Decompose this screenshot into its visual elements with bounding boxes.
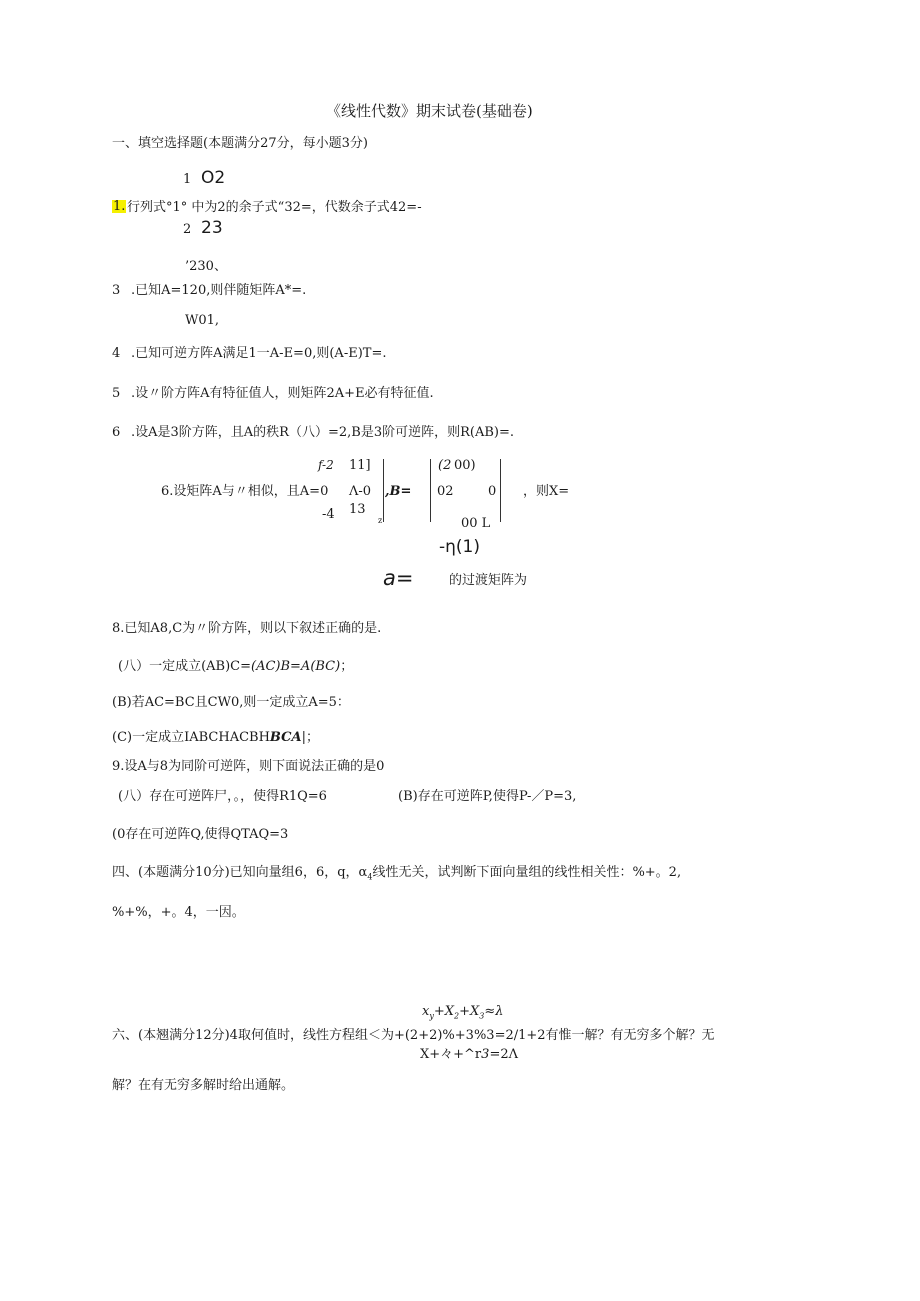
section6-eq-top-sub3: 3 (479, 1011, 485, 1021)
q1-matrix-bottom-left: 2 (183, 222, 192, 237)
q8-opt-a-formula: (AC)B=A(BC) (251, 659, 341, 674)
section6-eq-top-x: x (422, 1004, 430, 1019)
section6-eq-top-end: ≈λ (484, 1004, 504, 1019)
q3-matrix-line3: W01, (185, 313, 220, 328)
section6-eq-bottom-c: =2Λ (489, 1047, 518, 1062)
q8-option-c (112, 731, 319, 744)
section6-line2: 解？在有无穷多解时给出通解。 (112, 1078, 295, 1093)
q6b-b-r3: 00 L (461, 516, 491, 531)
q6b-prefix: 6.设矩阵A与〃相似，且A=0 (161, 484, 329, 499)
q3-number: 3 (112, 283, 121, 298)
q8-option-a (118, 660, 353, 673)
section6-eq-bottom-b: 3 (481, 1047, 490, 1062)
section4-line1 (112, 866, 681, 882)
q6b-a-r2c2: Λ-0 (349, 484, 372, 499)
q6b-suffix: ，则X= (523, 484, 570, 499)
q8-option-b: (B)若AC=BC且CW0,则一定成立A=5： (112, 695, 350, 710)
q1-number: 1. (113, 199, 126, 214)
q4-text: .已知可逆方阵A满足1一A-E=0,则(A-E)T=. (131, 346, 387, 361)
section6-eq-bottom (420, 1048, 518, 1061)
section1-heading: 一、填空选择题(本题满分27分，每小题3分) (112, 136, 368, 151)
q9-option-b: (B)存在可逆阵P,使得P-／P=3, (398, 789, 577, 804)
page-title: 《线性代数》期末试卷(基础卷) (326, 102, 533, 120)
q6b-a-eq: a= (383, 566, 414, 590)
q6b-a-sub: z (378, 516, 383, 525)
q8-opt-a-prefix: (八）一定成立(AB)C= (118, 659, 251, 674)
matrix-b-left-bracket (430, 459, 431, 522)
q5-number: 5 (112, 386, 121, 401)
q1-text: 行列式°1° 中为2的余子式“32=，代数余子式42=- (127, 200, 422, 215)
q6b-transition: 的过渡矩阵为 (449, 573, 528, 588)
q9-option-c: (0存在可逆阵Q,使得QTAQ=3 (112, 827, 289, 842)
q6b-a-r3c1: -4 (322, 507, 335, 522)
section4-line1-a: 四、(本题满分10分)已知向量组6，6，q，α (112, 865, 368, 880)
q6b-b-r1: (2 (438, 458, 452, 473)
q1-matrix-top-right: O2 (201, 168, 226, 188)
q3-text: .已知A=120,则伴随矩阵A*=. (131, 283, 307, 298)
q6b-a-r1c2: 11] (349, 458, 371, 473)
q1-matrix-top-left: 1 (183, 172, 192, 187)
q3-matrix-line1: ’230、 (185, 259, 227, 274)
q1-matrix-bottom-right: 23 (201, 218, 223, 238)
q8-opt-c-formula: BCA (269, 730, 302, 745)
q6b-b-r3-clip (455, 512, 495, 531)
q6-number: 6 (112, 425, 121, 440)
q4-number: 4 (112, 346, 121, 361)
q6b-eta: -η(1) (439, 537, 480, 557)
section6-eq-top-sub: y (429, 1011, 434, 1021)
matrix-a-right-bracket (383, 459, 384, 522)
matrix-b-right-bracket (500, 459, 501, 522)
q5-text: .设〃阶方阵A有特征值人，则矩阵2A+E必有特征值. (131, 386, 434, 401)
q8-opt-c-prefix: (C)一定成立IABCHACBH (112, 730, 270, 745)
section4-line1-b: 线性无关，试判断下面向量组的线性相关性：%+。2, (372, 865, 682, 880)
q8-opt-c-suffix: |； (301, 730, 319, 745)
section6-eq-top-sub2: 2 (454, 1011, 460, 1021)
q6b-b-r2c1: 02 (437, 484, 454, 499)
q6b-a-r1c1: f-2 (318, 458, 334, 472)
section6-eq-top-mid2: +X (459, 1004, 480, 1019)
section6-eq-bottom-a: X+々+^r (420, 1047, 482, 1062)
q6b-b-r2c2: 0 (488, 484, 497, 499)
q6b-b-r1b: 00) (454, 458, 476, 473)
q8-stem: 8.已知A8,C为〃阶方阵，则以下叙述正确的是. (112, 621, 382, 636)
q6-text: .设A是3阶方阵，且A的秩R（八）=2,B是3阶可逆阵，则R(AB)=. (131, 425, 514, 440)
q9-stem: 9.设A与8为同阶可逆阵，则下面说法正确的是0 (112, 759, 385, 774)
q8-opt-a-suffix: ； (340, 659, 354, 674)
q6b-a-r3c2: 13 (349, 502, 366, 517)
section6-line1: 六、(本翘满分12分)4取何值时，线性方程组＜为+(2+2)%+3%3=2/1+2有惟一解？有无穷多个解？无 (112, 1028, 715, 1043)
section4-line1-sub: 4 (367, 872, 373, 882)
q9-option-a: (八）存在可逆阵尸，。，使得R1Q=6 (118, 789, 327, 804)
section6-eq-top-mid: +X (433, 1004, 455, 1019)
section6-eq-top (422, 1005, 504, 1021)
section4-line2: %+%，+。4，一因。 (112, 905, 245, 920)
q6b-b-label: ,B= (385, 484, 412, 499)
